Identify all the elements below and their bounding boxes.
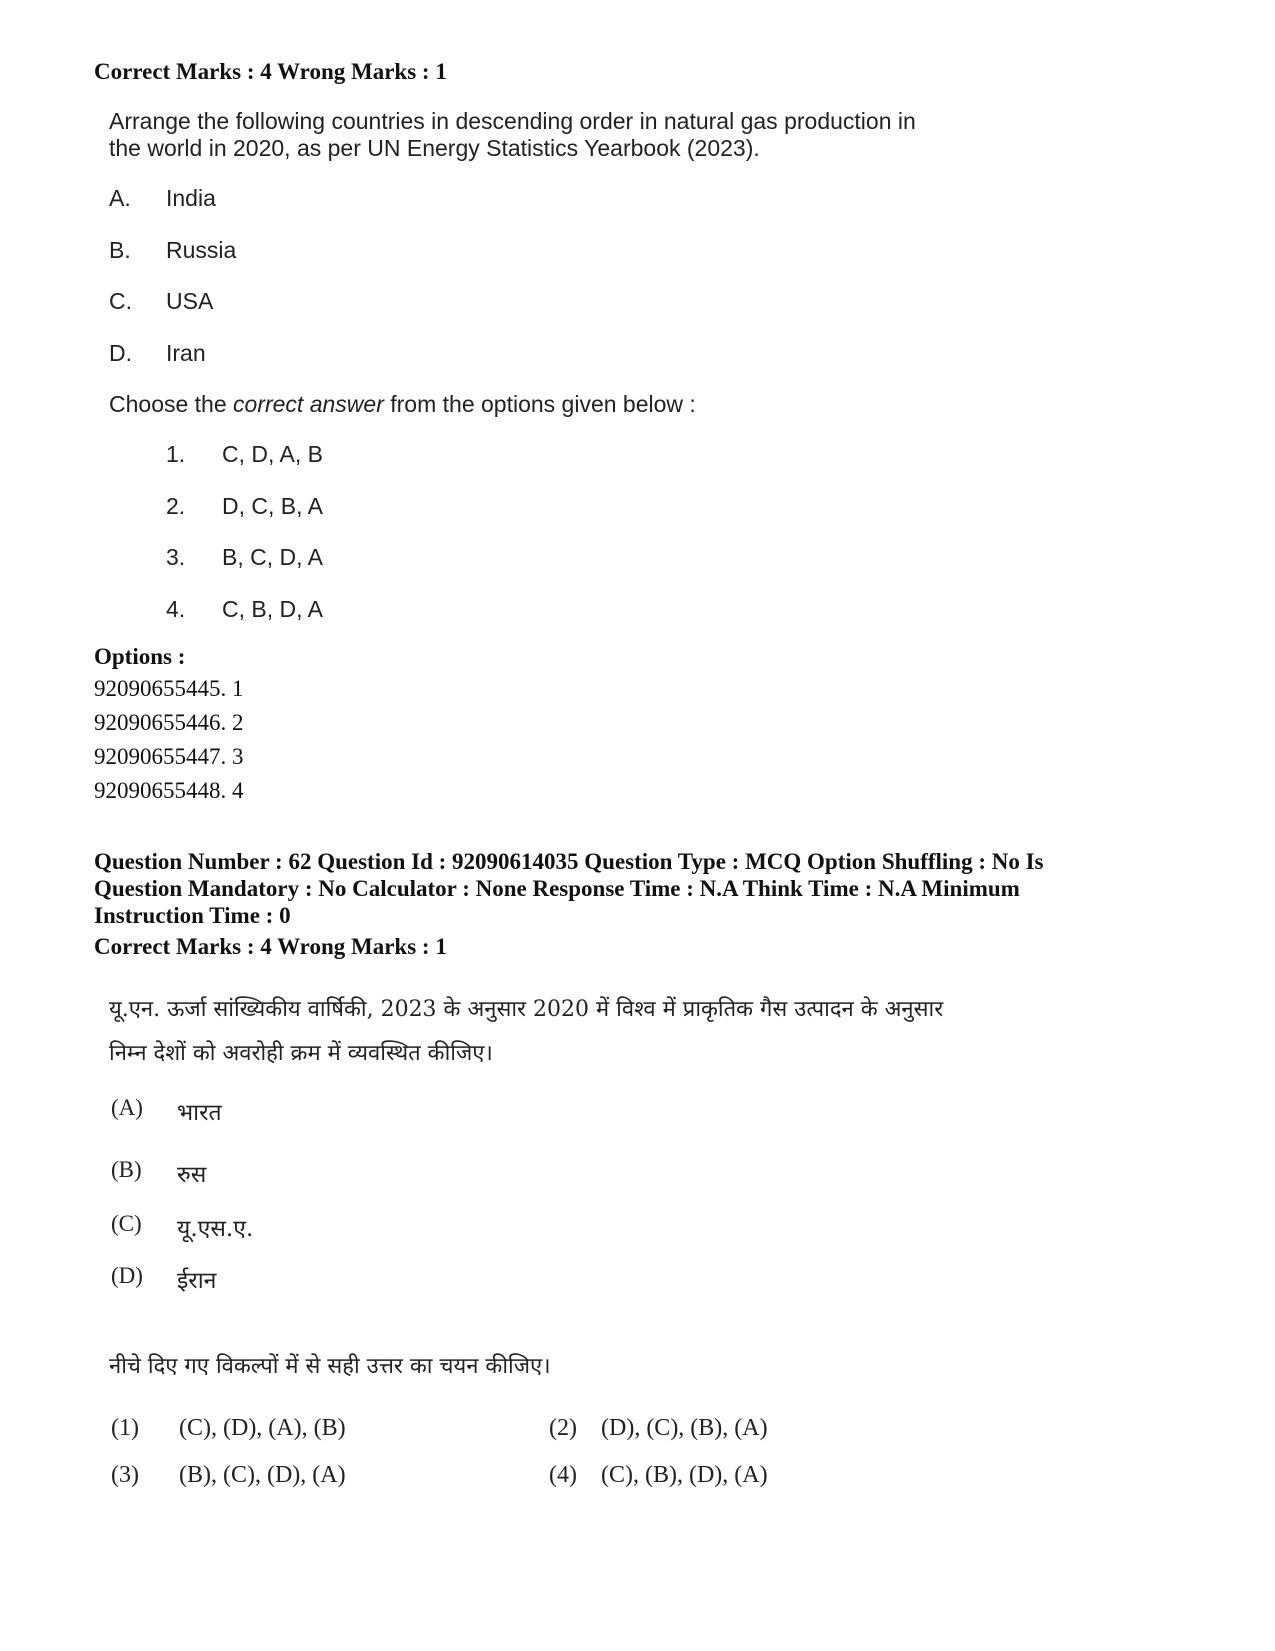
- item-text: रुस: [177, 1162, 207, 1188]
- item-text: Iran: [166, 340, 206, 366]
- item-text: भारत: [177, 1100, 222, 1126]
- option-id-4: 92090655448. 4: [94, 778, 244, 803]
- q62-item-c: [111, 1211, 253, 1243]
- item-label: D.: [109, 340, 132, 366]
- q62-answer-2: [549, 1415, 768, 1442]
- choose-prefix: Choose the: [109, 391, 234, 417]
- option-id-1: 92090655445. 1: [94, 676, 244, 701]
- q61-item-d: [109, 340, 206, 367]
- answer-text: (B), (C), (D), (A): [179, 1462, 346, 1488]
- q62-answer-3: [111, 1462, 346, 1489]
- item-label: (D): [111, 1263, 143, 1288]
- answer-number: 4.: [166, 596, 186, 622]
- q62-header-line1: Question Number : 62 Question Id : 92090614035 Question Type : MCQ Option Shuffling : No Is: [94, 849, 1044, 874]
- q61-answer-1: [166, 441, 323, 468]
- answer-number: 1.: [166, 441, 186, 467]
- q61-question: [109, 108, 916, 162]
- q61-marks: Correct Marks : 4 Wrong Marks : 1: [94, 59, 447, 84]
- q62-answer-4: [549, 1462, 768, 1489]
- q61-answer-4: [166, 596, 323, 623]
- item-label: C.: [109, 288, 132, 314]
- q62-question: [109, 988, 943, 1076]
- q61-item-a: [109, 185, 216, 212]
- q61-choose-instruction: [109, 391, 696, 418]
- q61-item-c: [109, 288, 213, 315]
- q62-question-line1: यू.एन. ऊर्जा सांख्यिकीय वार्षिकी, 2023 के अनुसार 2020 में विश्व में प्राकृतिक गैस उत्पादन के अनुसार: [109, 997, 944, 1022]
- option-id-3: 92090655447. 3: [94, 744, 244, 769]
- answer-text: (C), (D), (A), (B): [179, 1415, 346, 1441]
- answer-number: (3): [111, 1462, 139, 1488]
- item-text: यू.एस.ए.: [177, 1216, 254, 1242]
- answer-text: C, B, D, A: [222, 596, 323, 622]
- answer-text: (D), (C), (B), (A): [601, 1415, 768, 1441]
- q61-question-line2: the world in 2020, as per UN Energy Statistics Yearbook (2023).: [109, 135, 760, 161]
- answer-text: C, D, A, B: [222, 441, 323, 467]
- q62-header-line3: Instruction Time : 0: [94, 903, 291, 928]
- item-label: B.: [109, 237, 131, 263]
- q61-item-b: [109, 237, 236, 264]
- q62-choose-instruction: नीचे दिए गए विकल्पों में से सही उत्तर का चयन कीजिए।: [109, 1354, 551, 1379]
- answer-text: D, C, B, A: [222, 493, 323, 519]
- choose-emphasis: correct answer: [233, 391, 384, 417]
- q62-answer-1: [111, 1415, 346, 1442]
- item-label: (B): [111, 1157, 142, 1182]
- q62-header-line2: Question Mandatory : No Calculator : None Response Time : N.A Think Time : N.A Minimum: [94, 876, 1020, 901]
- item-text: Russia: [166, 237, 237, 263]
- item-text: ईरान: [177, 1268, 217, 1294]
- answer-number: (1): [111, 1415, 139, 1441]
- item-text: India: [166, 185, 216, 211]
- q62-marks: Correct Marks : 4 Wrong Marks : 1: [94, 934, 447, 959]
- q61-question-line1: Arrange the following countries in descending order in natural gas production in: [109, 108, 916, 134]
- q61-option-list: [94, 672, 244, 808]
- answer-number: 3.: [166, 544, 186, 570]
- q62-item-d: [111, 1263, 216, 1295]
- option-id-2: 92090655446. 2: [94, 710, 244, 735]
- choose-suffix: from the options given below :: [383, 391, 696, 417]
- item-label: (A): [111, 1095, 143, 1120]
- q61-answer-3: [166, 544, 323, 571]
- answer-number: (4): [549, 1462, 577, 1488]
- answer-number: 2.: [166, 493, 186, 519]
- q62-header: [94, 848, 1214, 929]
- q62-question-line2: निम्न देशों को अवरोही क्रम में व्यवस्थित कीजिए।: [109, 1041, 493, 1066]
- item-label: (C): [111, 1211, 142, 1236]
- answer-text: (C), (B), (D), (A): [601, 1462, 768, 1488]
- q61-options-heading: Options :: [94, 644, 186, 669]
- item-label: A.: [109, 185, 131, 211]
- item-text: USA: [166, 288, 214, 314]
- q62-item-a: [111, 1095, 222, 1127]
- q61-answer-2: [166, 493, 323, 520]
- answer-number: (2): [549, 1415, 577, 1441]
- q62-item-b: [111, 1157, 206, 1189]
- answer-text: B, C, D, A: [222, 544, 323, 570]
